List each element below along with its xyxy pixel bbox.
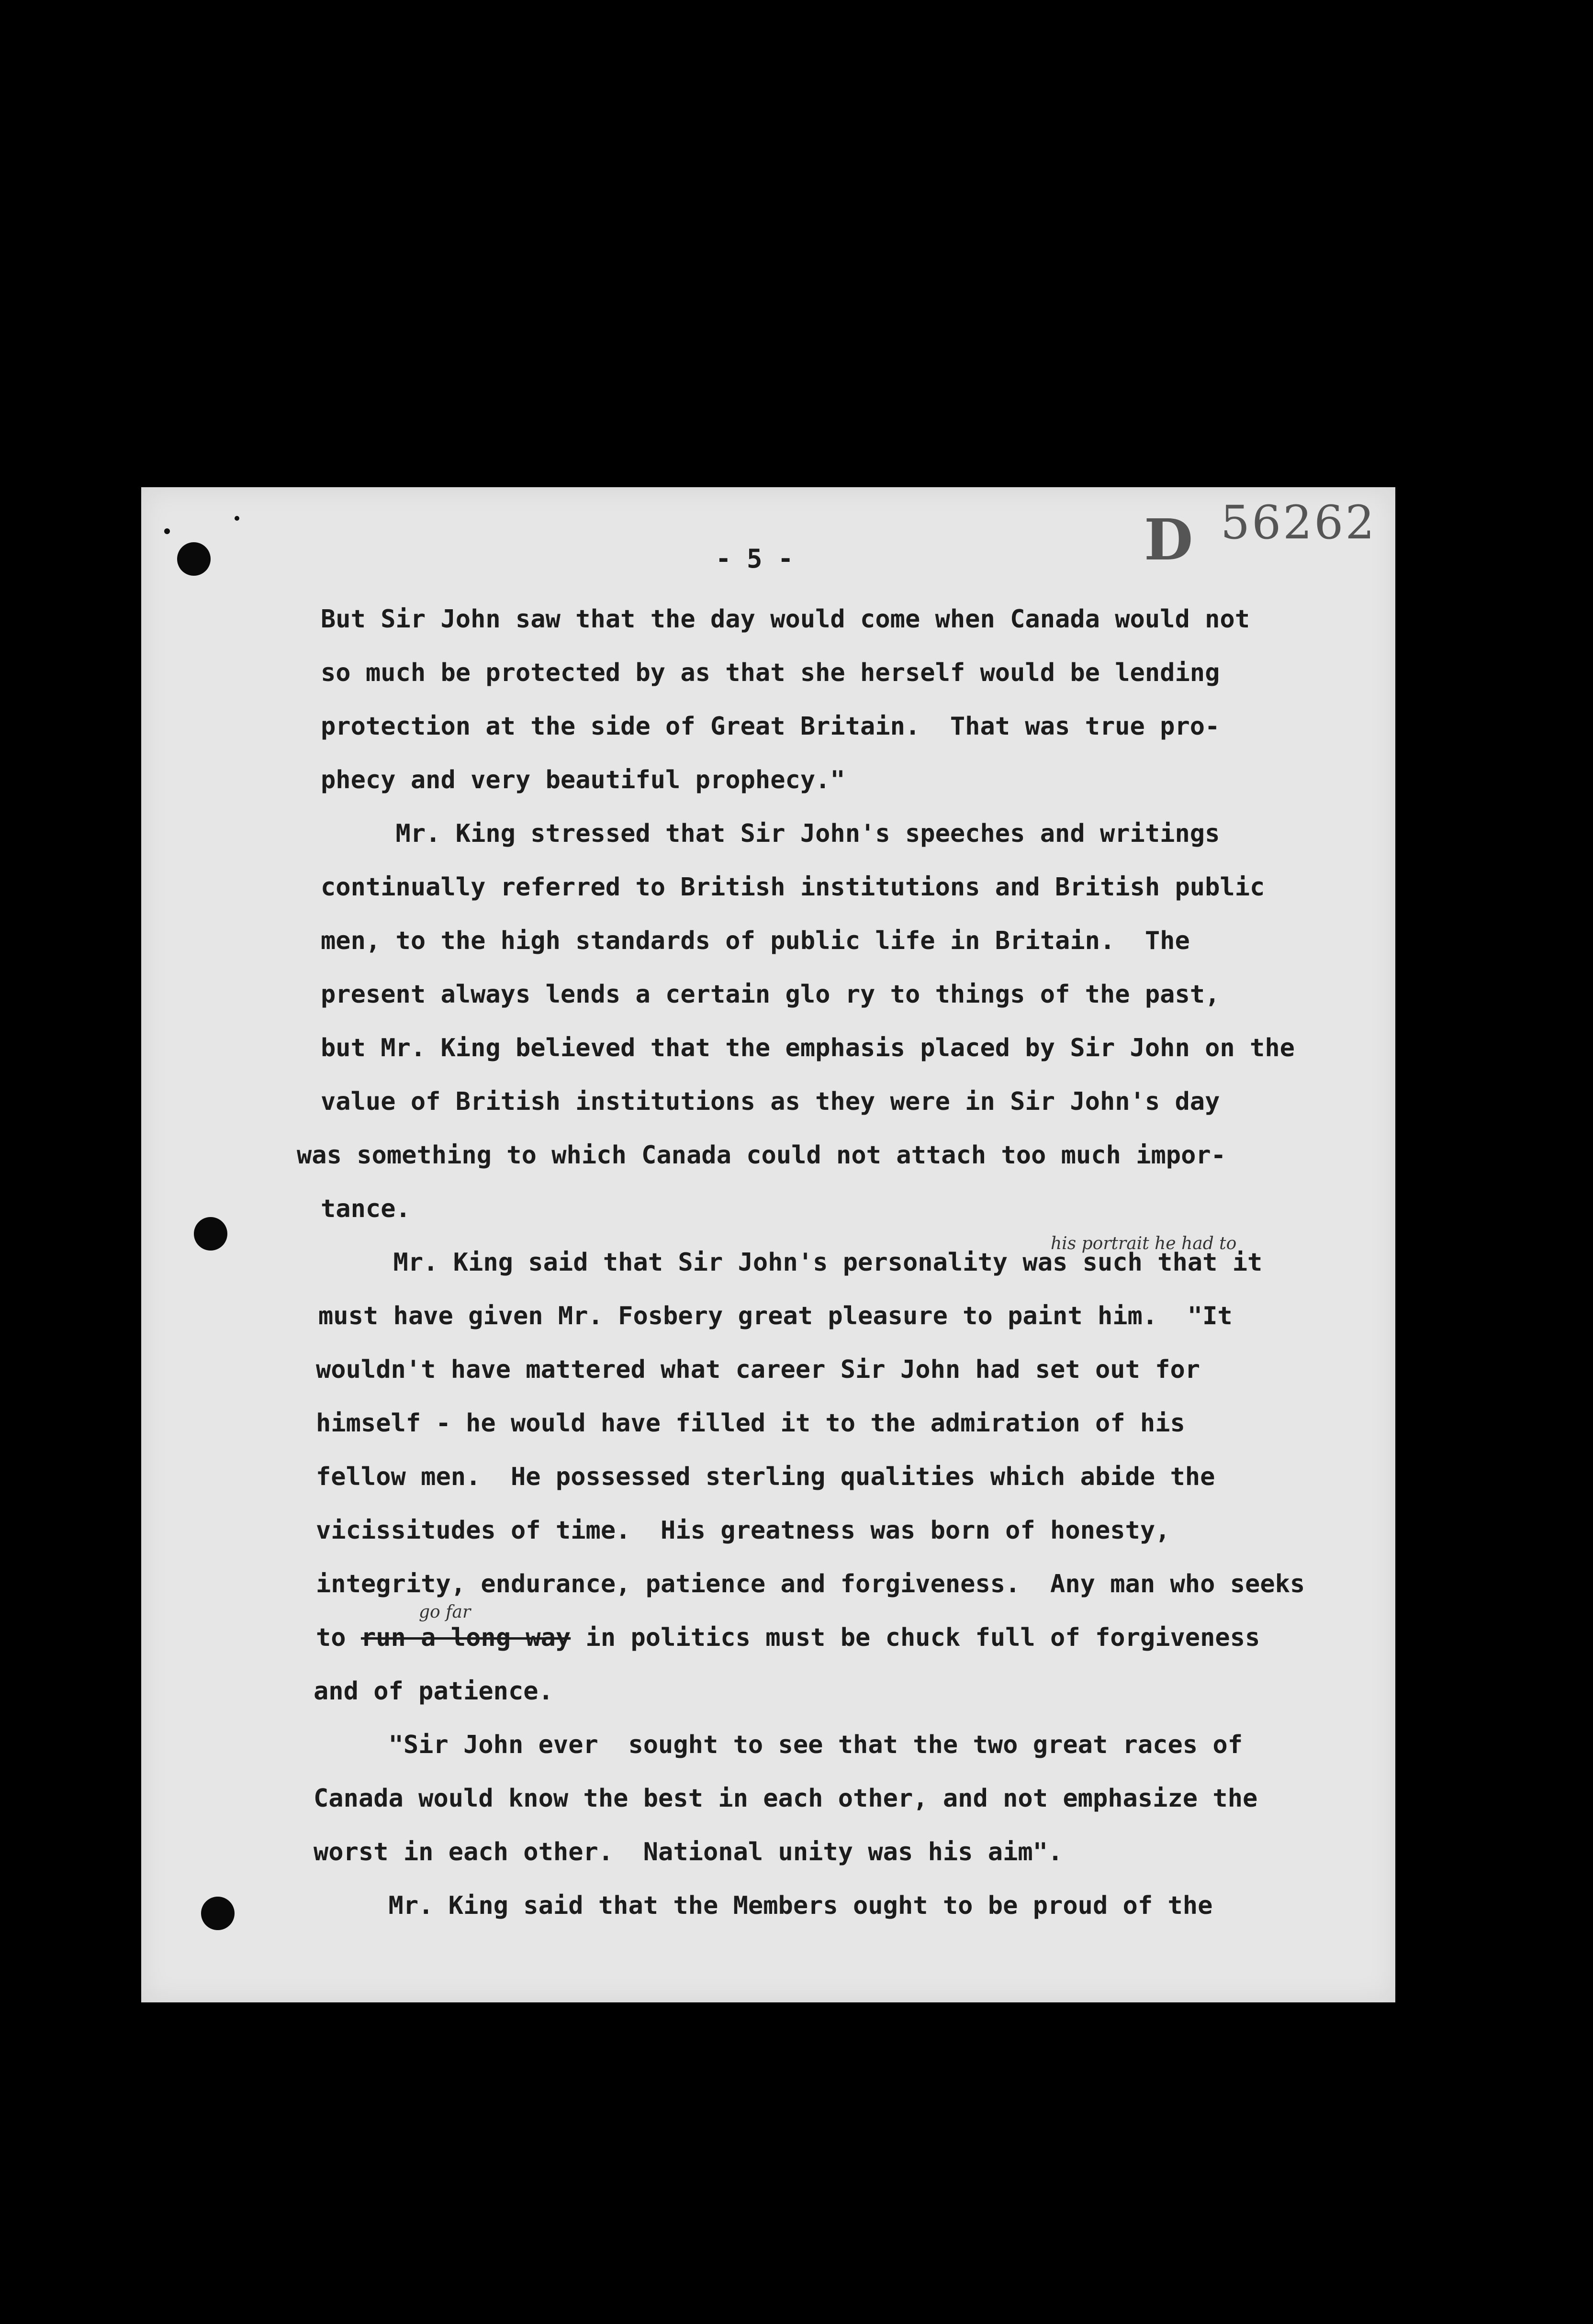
text-line-15: wouldn't have mattered what career Sir John had set out for	[316, 1355, 1200, 1384]
text-line-7: men, to the high standards of public life in Britain. The	[321, 927, 1190, 955]
archive-stamp-letter: D	[1144, 506, 1193, 573]
paper-speck	[164, 528, 170, 534]
text-line-17: fellow men. He possessed sterling qualities which abide the	[316, 1463, 1215, 1491]
punch-hole-bottom	[201, 1897, 235, 1930]
archive-stamp-number: 56262	[1221, 496, 1377, 549]
document-page	[141, 487, 1395, 2002]
paper-speck	[235, 516, 239, 521]
text-line-11: was something to which Canada could not attach too much impor-	[297, 1141, 1226, 1170]
text-line-4: phecy and very beautiful prophecy."	[321, 766, 845, 794]
text-line-12: tance.	[321, 1195, 411, 1223]
text-line-16: himself - he would have filled it to the admiration of his	[316, 1409, 1185, 1438]
line-20-start: to	[316, 1623, 346, 1652]
text-line-14: must have given Mr. Fosbery great pleasure to paint him. "It	[318, 1302, 1233, 1330]
punch-hole-top	[177, 542, 211, 576]
text-line-20	[316, 1625, 1260, 1650]
text-line-9: but Mr. King believed that the emphasis placed by Sir John on the	[321, 1034, 1295, 1062]
handwritten-insertion: his portrait he had to	[1051, 1234, 1237, 1253]
text-line-6: continually referred to British institutions and British public	[321, 873, 1265, 902]
struck-through-text: run a long way	[360, 1623, 571, 1652]
text-line-1: But Sir John saw that the day would come when Canada would not	[321, 605, 1250, 634]
text-line-3: protection at the side of Great Britain. That was true pro-	[321, 712, 1220, 741]
line-20-rest: in politics must be chuck full of forgiveness	[571, 1623, 1260, 1652]
text-line-5: Mr. King stressed that Sir John's speeches and writings	[321, 819, 1220, 848]
page-number: - 5 -	[716, 544, 794, 574]
text-line-10: value of British institutions as they were in Sir John's day	[321, 1087, 1220, 1116]
text-line-24: worst in each other. National unity was his aim".	[314, 1838, 1063, 1866]
text-line-13: Mr. King said that Sir John's personality was such that it	[318, 1248, 1263, 1277]
text-line-25: Mr. King said that the Members ought to be proud of the	[314, 1891, 1213, 1920]
text-line-22: "Sir John ever sought to see that the two great races of	[314, 1731, 1243, 1759]
text-line-2: so much be protected by as that she herself would be lending	[321, 659, 1220, 687]
text-line-21: and of patience.	[314, 1677, 553, 1706]
text-line-23: Canada would know the best in each other, and not emphasize the	[314, 1784, 1258, 1813]
handwritten-correction: go far	[419, 1602, 471, 1622]
text-line-19: integrity, endurance, patience and forgiveness. Any man who seeks	[316, 1570, 1305, 1598]
text-line-18: vicissitudes of time. His greatness was born of honesty,	[316, 1516, 1170, 1545]
punch-hole-middle	[194, 1217, 227, 1251]
text-line-8: present always lends a certain glo ry to things of the past,	[321, 980, 1220, 1009]
